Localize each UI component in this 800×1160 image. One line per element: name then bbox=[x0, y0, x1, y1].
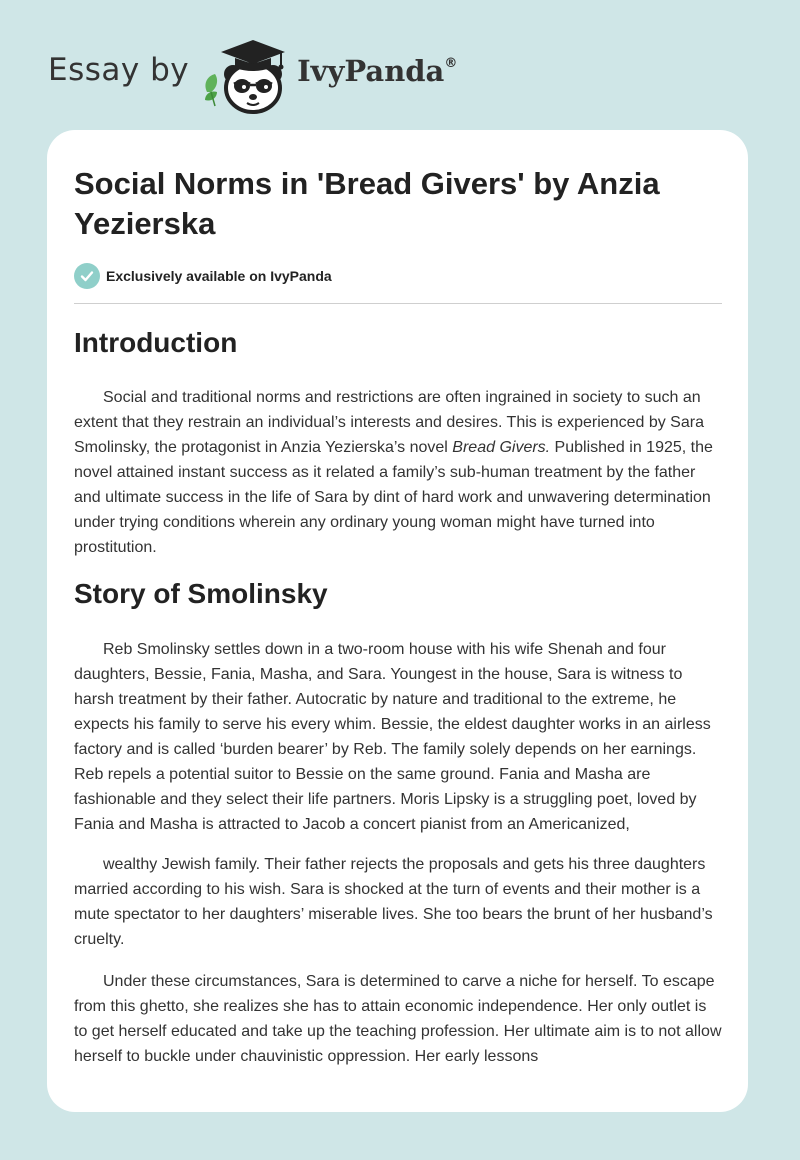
exclusive-label: Exclusively available on IvyPanda bbox=[106, 268, 332, 284]
book-title: Bread Givers. bbox=[452, 439, 551, 456]
essay-by-label: Essay by bbox=[48, 52, 190, 88]
intro-paragraph-text-b: Published in 1925, the novel attained instant success as it related a family’s sub-human treatment by the father and ultimate success in the life of Sara by dint of hard work and unwavering determination under trying conditions wherein any ordinary young woman might have turned into prostitution. bbox=[74, 439, 713, 556]
section-heading-introduction: Introduction bbox=[74, 327, 238, 358]
brand-name[interactable] bbox=[297, 54, 457, 88]
intro-paragraph bbox=[74, 385, 722, 560]
section-heading-story: Story of Smolinsky bbox=[74, 578, 328, 609]
title-divider bbox=[74, 303, 722, 304]
brand-text: IvyPanda bbox=[297, 54, 445, 88]
essay-card bbox=[47, 130, 748, 1112]
intro-paragraph-text-a: Social and traditional norms and restrictions are often ingrained in society to such an extent that they restrain an individual’s interests and desires. This is experienced by Sara Smolinsky, the protagonist in Anzia Yezierska’s novel bbox=[74, 389, 704, 456]
checkmark-icon bbox=[74, 263, 100, 289]
site-header bbox=[48, 34, 457, 114]
ivy-leaf-icon bbox=[205, 74, 217, 106]
story-paragraph-1: Reb Smolinsky settles down in a two-room house with his wife Shenah and four daughters, Bessie, Fania, Masha, and Sara. Youngest in the house, Sara is witness to harsh treatment by their father. Autocratic by nature and traditional to the extreme, he expects his family to serve his every whim. Bessie, the eldest daughter works in an airless factory and is called ‘burden bearer’ by Reb. The family solely depends on her earnings. Reb repels a potential suitor to Bessie on the same ground. Fania and Masha are fashionable and they select their life partners. Moris Lipsky is a struggling poet, loved by Fania and Masha is attracted to Jacob a concert pianist from an Americanized, bbox=[74, 641, 711, 833]
registered-mark: ® bbox=[444, 56, 458, 71]
panda-logo-icon[interactable] bbox=[201, 34, 291, 114]
story-paragraph-2: wealthy Jewish family. Their father rejects the proposals and gets his three daughters married according to his wish. Sara is shocked at the turn of events and their mother is a mute spectator to her daughters’ miserable lives. She too bears the brunt of her husband’s cruelty. bbox=[74, 856, 713, 948]
essay-title: Social Norms in 'Bread Givers' by Anzia Yezierska bbox=[74, 166, 660, 241]
exclusive-badge bbox=[74, 263, 332, 289]
story-paragraph-3: Under these circumstances, Sara is determined to carve a niche for herself. To escape from this ghetto, she realizes she has to attain economic independence. Her only outlet is to get herself educated and take up the teaching profession. Her ultimate aim is to not allow herself to buckle under chauvinistic oppression. Her early lessons bbox=[74, 973, 722, 1065]
